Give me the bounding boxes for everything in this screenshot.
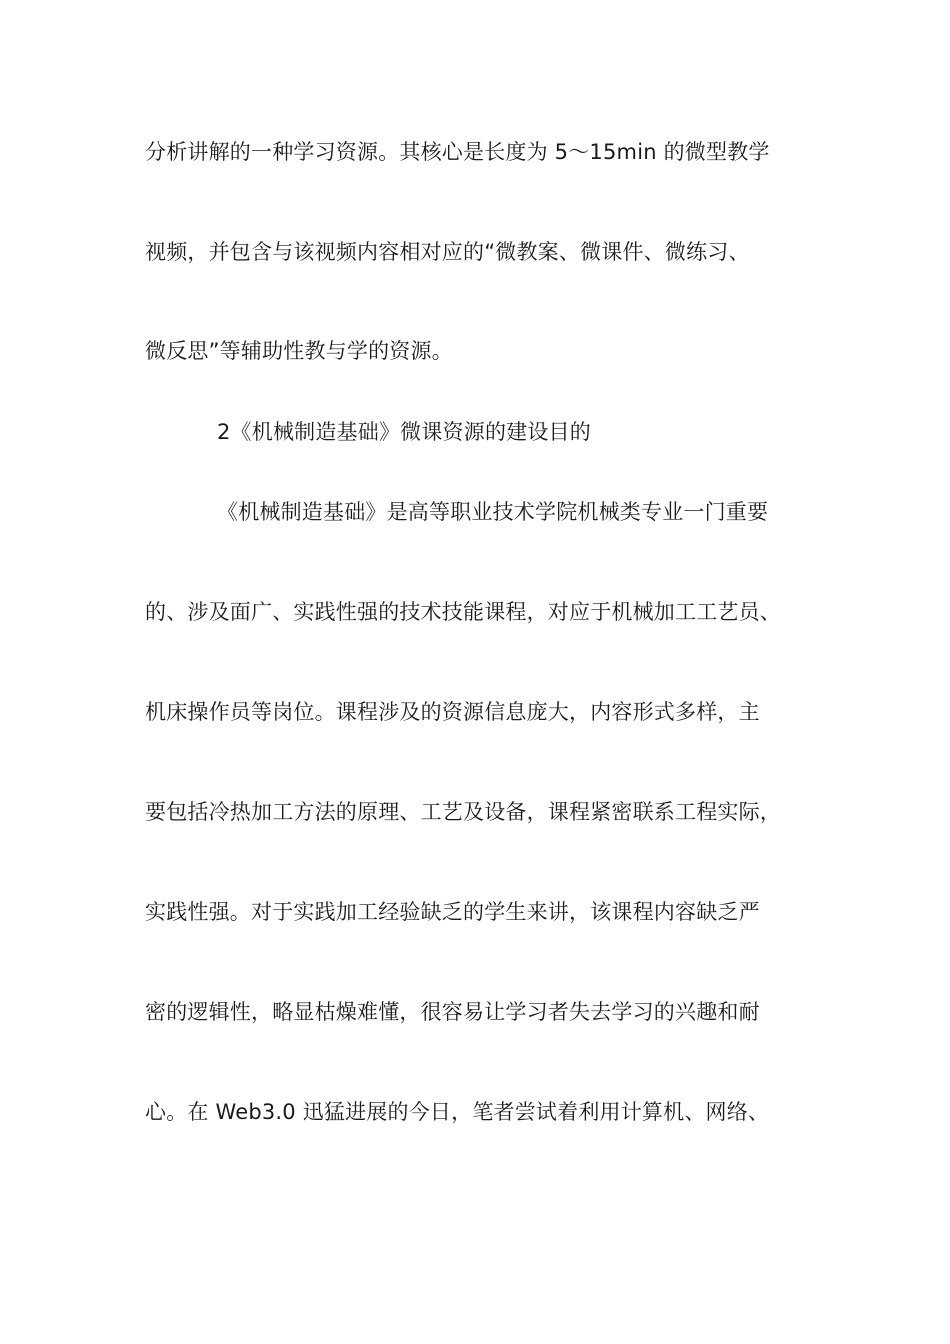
paragraph-line: 要包括冷热加工方法的原理、工艺及设备，课程紧密联系工程实际， [145,800,781,824]
paragraph-line: 实践性强。对于实践加工经验缺乏的学生来讲，该课程内容缺乏严 [145,900,760,924]
paragraph-line: 视频，并包含与该视频内容相对应的“微教案、微课件、微练习、 [145,240,750,264]
paragraph-line: 心。在 Web3.0 迅猛进展的今日，笔者尝试着利用计算机、网络、 [145,1100,770,1124]
section-heading: 2《机械制造基础》微课资源的建设目的 [217,420,591,444]
paragraph-line: 微反思”等辅助性教与学的资源。 [145,339,453,363]
paragraph-line: 《机械制造基础》是高等职业技术学院机械类专业一门重要 [217,500,769,524]
paragraph-line: 分析讲解的一种学习资源。其核心是长度为 5～15min 的微型教学 [145,140,770,164]
paragraph-line: 的、涉及面广、实践性强的技术技能课程，对应于机械加工工艺员、 [145,600,781,624]
paragraph-line: 机床操作员等岗位。课程涉及的资源信息庞大，内容形式多样，主 [145,700,760,724]
paragraph-line: 密的逻辑性，略显枯燥难懂，很容易让学习者失去学习的兴趣和耐 [145,1000,760,1024]
